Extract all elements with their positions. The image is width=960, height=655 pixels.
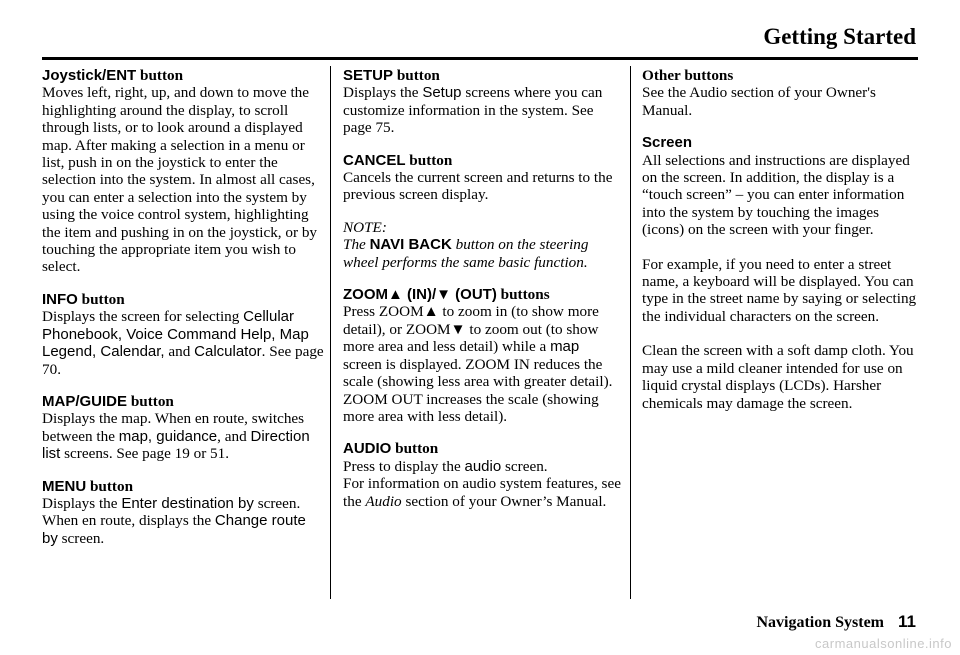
body-text: Displays the screen for selecting: [42, 308, 244, 326]
section-body: Moves left, right, up, and down to move the highlighting around the display, to scroll through lists, or to look around a displayed map. After making a selection in a menu or list, push in on the joystick to enter the selection into the system. In almost all cases, you can enter a selection into the system by using the voice control system, highlighting the item and pushing in on the joystick, or by touching the appropriate item you wish to select.: [42, 84, 318, 276]
body-text: screen. When en route, displays the: [42, 494, 301, 530]
section-map-guide: [42, 393, 324, 463]
screen-name-text: Direction list: [42, 427, 310, 463]
body-text: Press ZOOM▲ to zoom in (to show more detail), or ZOOM▼ to zoom out (to show more area and less detail) while a: [343, 303, 599, 356]
heading-suffix: button: [127, 392, 174, 410]
italic-text: Audio: [365, 492, 402, 510]
watermark: carmanualsonline.info: [815, 636, 952, 651]
section-joystick: [42, 67, 324, 276]
section-body: See the Audio section of your Owner's Manual.: [642, 84, 876, 119]
section-other-buttons: [642, 67, 920, 119]
heading-suffix: button: [391, 440, 439, 458]
column-divider-1: [330, 66, 331, 599]
heading-key: AUDIO: [343, 440, 392, 458]
section-cancel: [343, 152, 621, 204]
section-heading: [343, 152, 621, 169]
column-3: [642, 67, 920, 427]
page-number: 11: [898, 612, 916, 631]
page-title: Getting Started: [763, 24, 916, 49]
column-1: [42, 67, 324, 562]
button-name-text: NAVI BACK: [369, 236, 452, 254]
heading-key: CANCEL: [343, 151, 406, 169]
body-text: screen is displayed. ZOOM IN reduces the scale (showing less area with greater detail). ZOOM OUT increases the scale (showing more area with less detail).: [343, 355, 613, 425]
body-text: screen.: [57, 529, 105, 547]
heading-suffix: button: [86, 477, 134, 495]
heading-suffix: button: [405, 151, 453, 169]
screen-name-text: Setup: [422, 84, 462, 102]
heading-suffix: button: [393, 67, 440, 84]
section-body: [343, 303, 621, 425]
screen-name-text: map, guidance: [118, 427, 218, 445]
section-heading: [42, 393, 324, 410]
section-body: [343, 84, 621, 136]
section-body: [42, 308, 324, 378]
heading-key: INFO: [42, 290, 78, 308]
body-text: section of your Owner’s Manual.: [401, 492, 607, 510]
body-text: , and: [217, 427, 251, 445]
section-info: [42, 291, 324, 378]
section-menu: [42, 478, 324, 548]
body-text: Displays the: [343, 84, 423, 102]
heading-suffix: button: [77, 290, 125, 308]
heading-key: SETUP: [343, 67, 394, 84]
section-screen: [642, 134, 920, 412]
section-body: All selections and instructions are displayed on the screen. In addition, the display is a “touch screen” – you can enter information into the system by touching the images (icons) on the screen with your finger.: [642, 151, 910, 239]
heading-suffix: buttons: [496, 286, 550, 304]
body-text: Press to display the: [343, 457, 465, 475]
column-divider-2: [630, 66, 631, 599]
heading-key: MENU: [42, 477, 87, 495]
body-text: For information on audio system features, see the: [343, 475, 621, 510]
screen-name-text: audio: [464, 457, 502, 475]
note-label: NOTE:: [343, 218, 387, 236]
section-body: Clean the screen with a soft damp cloth. You may use a mild cleaner intended for use on liquid crystal displays (LCDs). Harsher chemicals may damage the screen.: [642, 342, 914, 412]
section-note: [343, 219, 621, 271]
heading-key: MAP/GUIDE: [42, 392, 128, 410]
screen-name-text: Cellular Phonebook, Voice Command Help, Map Legend, Calendar,: [42, 308, 309, 361]
body-text: screens where you can customize information in the system. See page 75.: [343, 84, 603, 137]
screen-name-text: Change route by: [42, 512, 306, 547]
note-body: [343, 236, 621, 271]
section-heading: [42, 67, 324, 84]
section-zoom: [343, 286, 621, 425]
body-text: . See page 70.: [42, 343, 324, 378]
heading-key: ZOOM▲ (IN)/▼ (OUT): [343, 286, 497, 304]
column-2: [343, 67, 621, 525]
body-text: and: [164, 343, 195, 361]
body-text: Displays the: [42, 494, 122, 512]
body-text: button on the steering wheel performs the same basic function.: [343, 236, 589, 271]
body-text: screens. See page 19 or 51.: [60, 445, 230, 463]
section-body: [42, 410, 324, 462]
body-text: screen.: [501, 457, 548, 475]
screen-name-text: map: [550, 338, 580, 356]
heading-suffix: button: [136, 67, 184, 84]
heading-key: Joystick/ENT: [42, 67, 137, 84]
header-rule: [42, 57, 918, 60]
body-text: The: [343, 236, 370, 254]
section-heading: Screen: [642, 134, 693, 152]
section-body: [343, 475, 621, 510]
body-text: Displays the map. When en route, switches between the: [42, 410, 305, 445]
section-heading: [42, 291, 324, 308]
section-heading: Other buttons: [642, 67, 734, 84]
page-footer: [756, 612, 916, 632]
footer-section-title: Navigation System: [756, 614, 885, 631]
section-body: [343, 458, 621, 475]
section-heading: [343, 440, 621, 457]
section-body: For example, if you need to enter a street name, a keyboard will be displayed. You can type in the street name by saying or selecting the individual characters on the screen.: [642, 255, 917, 325]
section-body: [42, 495, 324, 547]
section-audio: [343, 440, 621, 510]
section-heading: [343, 67, 621, 84]
section-heading: [42, 478, 324, 495]
section-setup: [343, 67, 621, 137]
section-body: Cancels the current screen and returns to the previous screen display.: [343, 169, 613, 204]
screen-name-text: Calculator: [194, 343, 262, 361]
screen-name-text: Enter destination by: [121, 494, 254, 512]
section-heading: [343, 286, 621, 303]
